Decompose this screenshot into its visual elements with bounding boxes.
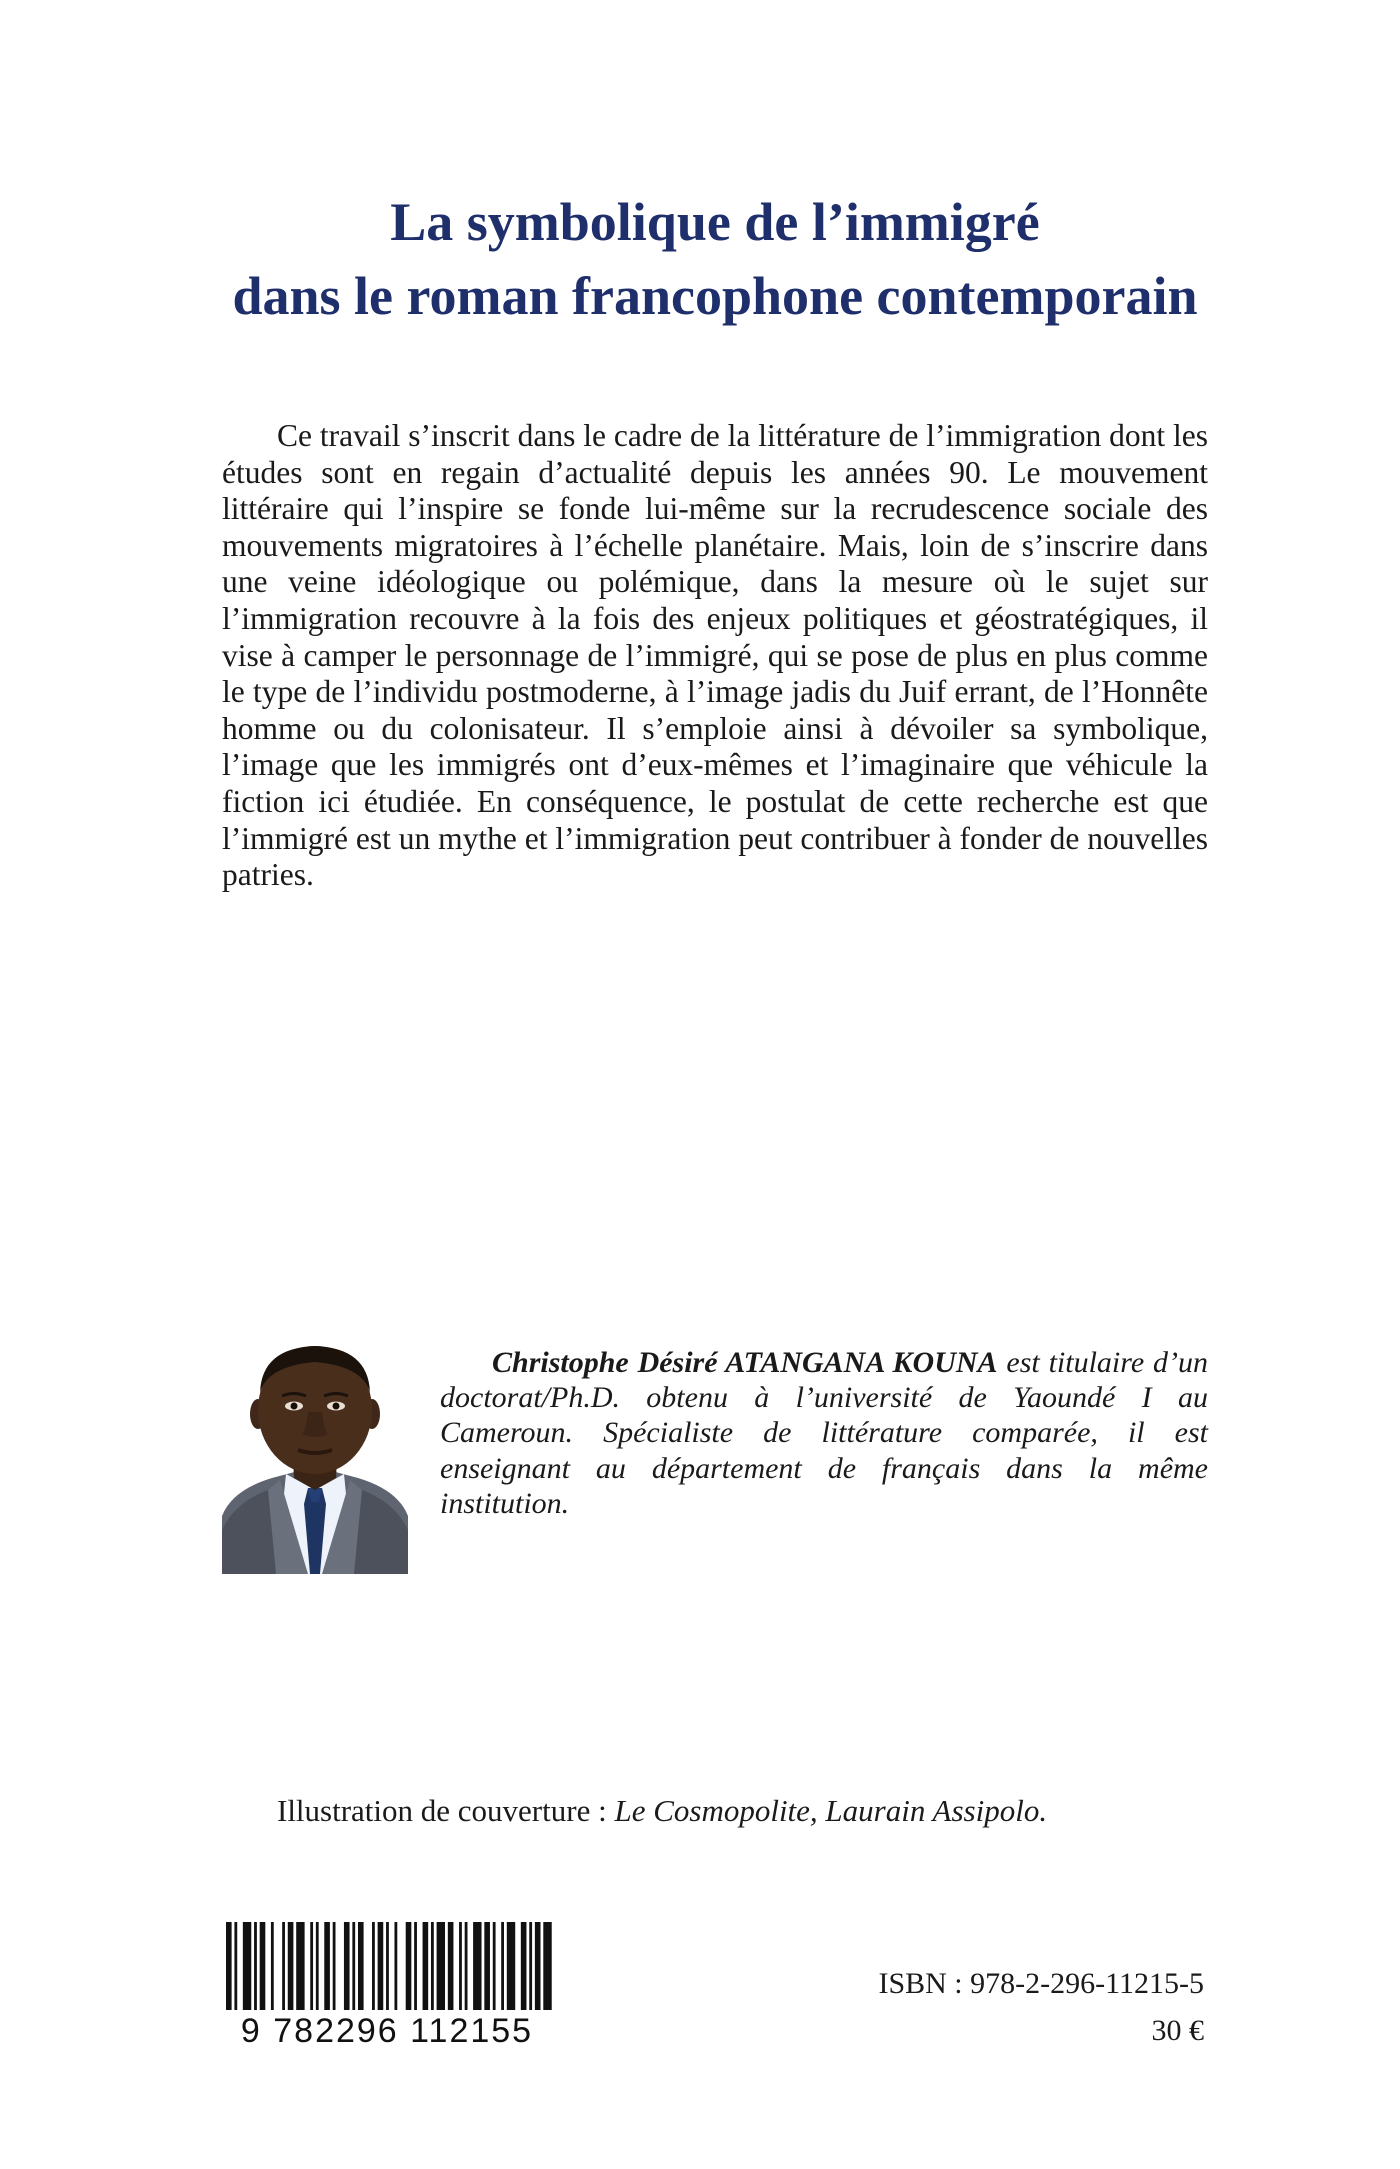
barcode-bar bbox=[493, 1922, 496, 2010]
barcode-bar bbox=[529, 1922, 532, 2010]
illustration-credit-work: Le Cosmopolite, Laurain Assipolo. bbox=[614, 1793, 1048, 1828]
author-name: Christophe Désiré ATANGANA KOUNA bbox=[492, 1346, 998, 1379]
barcode-bar bbox=[324, 1922, 330, 2010]
book-title-line-2: dans le roman francophone contemporain bbox=[232, 266, 1198, 326]
barcode-bar bbox=[226, 1922, 232, 2010]
barcode-digits: 9 782296 112155 bbox=[240, 2012, 534, 2046]
barcode-bar bbox=[535, 1922, 541, 2010]
barcode-bar bbox=[271, 1922, 274, 2010]
barcode-bar bbox=[448, 1922, 454, 2010]
barcode-bar bbox=[437, 1922, 445, 2010]
author-bio bbox=[440, 1345, 1208, 1521]
price: 30 € bbox=[1151, 2014, 1204, 2047]
barcode-bar bbox=[473, 1922, 481, 2010]
barcode-bar bbox=[372, 1922, 375, 2010]
isbn: ISBN : 978-2-296-11215-5 bbox=[878, 1967, 1204, 2000]
barcode-bar bbox=[414, 1922, 417, 2010]
barcode-bar bbox=[288, 1922, 294, 2010]
barcode-bar bbox=[254, 1922, 257, 2010]
barcode-bar bbox=[234, 1922, 237, 2010]
barcode-bar bbox=[352, 1922, 355, 2010]
barcode-bar bbox=[296, 1922, 304, 2010]
barcode-bar bbox=[260, 1922, 266, 2010]
illustration-credit bbox=[277, 1793, 1047, 1829]
barcode-bar bbox=[465, 1922, 468, 2010]
barcode-bar bbox=[501, 1922, 504, 2010]
barcode-bar bbox=[394, 1922, 397, 2010]
author-photo bbox=[222, 1340, 408, 1574]
barcode-bar bbox=[423, 1922, 429, 2010]
book-title-line-1: La symbolique de l’immigré bbox=[390, 192, 1040, 252]
barcode-bar bbox=[333, 1922, 336, 2010]
barcode-bar bbox=[406, 1922, 412, 2010]
book-title bbox=[0, 185, 1400, 333]
barcode-bar bbox=[484, 1922, 490, 2010]
barcode-bar bbox=[310, 1922, 313, 2010]
book-summary: Ce travail s’inscrit dans le cadre de la littérature de l’immigration dont les études sont en regain d’actualité depuis les années 90. Le mouvement littéraire qui l’inspire se fonde lui-même sur la recrudescence sociale des mouvements migratoires à l’échelle planétaire. Mais, loin de s’inscrire dans une veine idéologique ou polémique, dans la mesure où le sujet sur l’immigration recouvre à la fois des enjeux politiques et géostratégiques, il vise à camper le personnage de l’immigré, qui se pose de plus en plus comme le type de l’individu postmoderne, à l’image jadis du Juif errant, de l’Honnête homme ou du colonisateur. Il s’emploie ainsi à dévoiler sa symbolique, l’image que les immigrés ont d’eux-mêmes et l’imaginaire que véhicule la fiction ici étudiée. En conséquence, le postulat de cette recherche est que l’immigré est un mythe et l’immigration peut contribuer à fonder de nouvelles patries. bbox=[222, 418, 1208, 893]
barcode-bar bbox=[358, 1922, 364, 2010]
barcode-bar bbox=[507, 1922, 515, 2010]
barcode-bar bbox=[521, 1922, 527, 2010]
barcode-bars bbox=[226, 1922, 552, 2010]
author-bio-text: est titulaire d’un doctorat/Ph.D. obtenu à l’université de Yaoundé I au Cameroun. Spécialiste de littérature comparée, il est enseignant au département de français dans la même institution. bbox=[440, 1346, 1208, 1520]
barcode-bar bbox=[543, 1922, 551, 2010]
barcode-bar bbox=[243, 1922, 251, 2010]
barcode-bar bbox=[431, 1922, 434, 2010]
barcode-bar bbox=[316, 1922, 319, 2010]
barcode-bar bbox=[459, 1922, 462, 2010]
barcode-bar bbox=[282, 1922, 285, 2010]
barcode-bar bbox=[344, 1922, 350, 2010]
illustration-credit-label: Illustration de couverture : bbox=[277, 1793, 615, 1828]
barcode-bar bbox=[378, 1922, 384, 2010]
barcode-bar bbox=[386, 1922, 389, 2010]
barcode bbox=[222, 1922, 552, 2046]
